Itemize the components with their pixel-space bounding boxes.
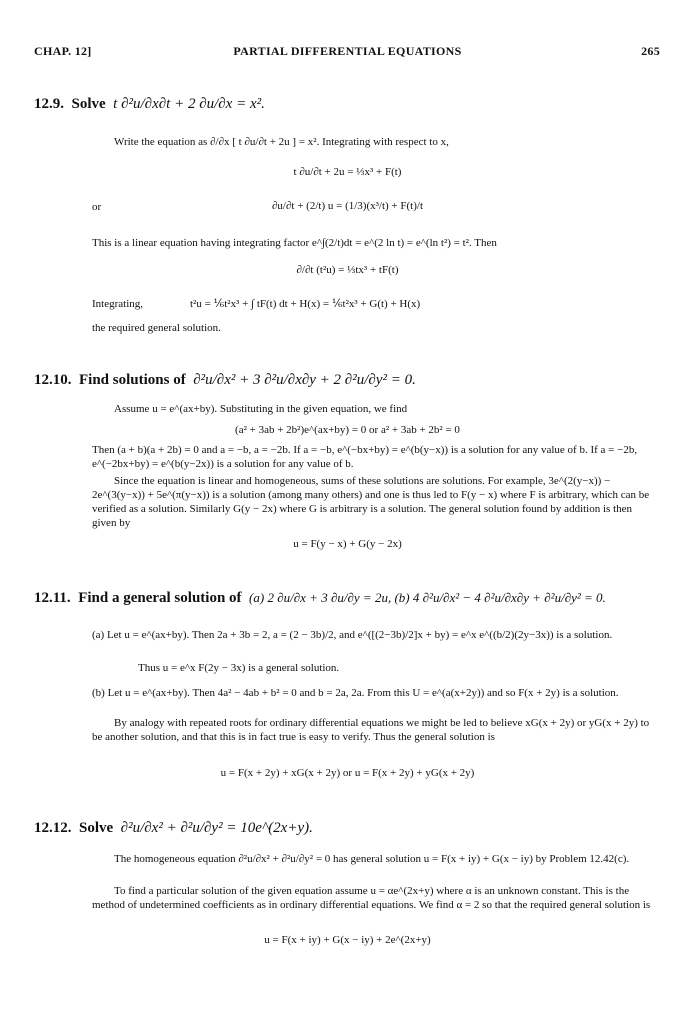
problem-number: 12.12.: [34, 820, 72, 836]
problem-number: 12.9.: [34, 96, 64, 112]
display-equation: ∂u/∂t + (2/t) u = (1/3)(x³/t) + F(t)/t: [271, 200, 423, 212]
display-equation: Thus u = e^x F(2y − 3x) is a general solution.: [138, 662, 340, 674]
problem-12-12-heading: [34, 820, 313, 837]
problem-statement: t ∂²u/∂x∂t + 2 ∂u/∂x = x².: [113, 96, 265, 112]
step: Then (a + b)(a + 2b) = 0 and a = −b, a = −2b. If a = −b, e^(−bx+by) = e^(b(y−x)) is a solution for any value of b. If a = −2b, e^(−2bx+by) = e^(b(y−2x)) is a solution for any value of b.: [92, 444, 638, 470]
problem-statement: ∂²u/∂x² + ∂²u/∂y² = 10e^(2x+y).: [120, 820, 313, 836]
step: Write the equation as ∂/∂x [ t ∂u/∂t + 2u ] = x². Integrating with respect to x,: [114, 136, 449, 148]
display-equation: t²u = ⅙t²x³ + ∫ tF(t) dt + H(x) = ⅙t²x³ + G(t) + H(x): [190, 298, 421, 310]
step-label: or: [92, 201, 102, 213]
problem-prompt: Solve: [79, 820, 114, 836]
step: The homogeneous equation ∂²u/∂x² + ∂²u/∂y² = 0 has general solution u = F(x + iy) + G(x − iy) by Problem 12.42(c).: [114, 853, 630, 865]
problem-12-11-heading: [34, 590, 606, 607]
chapter-label: CHAP. 12]: [34, 44, 92, 58]
step: (a) Let u = e^(ax+by). Then 2a + 3b = 2, a = (2 − 3b)/2, and e^([(2−3b)/2]x + by) = e^x e^((b/2)(2y−3x)) is a solution.: [92, 629, 613, 641]
problem-prompt: Solve: [71, 96, 106, 112]
display-equation: ∂/∂t (t²u) = ⅓tx³ + tF(t): [296, 264, 399, 276]
step: the required general solution.: [92, 322, 221, 334]
problem-prompt: Find a general solution of: [78, 590, 242, 606]
problem-12-9-heading: [34, 96, 265, 113]
step: Assume u = e^(ax+by). Substituting in the given equation, we find: [114, 403, 408, 415]
step: Since the equation is linear and homogeneous, sums of these solutions are solutions. For example, 3e^(2(y−x)) − 2e^(3(y−x)) + 5e^(π(y−x)) is a solution (among many others) and one is thus led to F(y − x) where F is arbitrary, which can be verified as a solution. Similarly G(y − 2x) where G is arbitrary is a solution. The general solution found by addition is then given by: [92, 475, 650, 529]
display-equation: (a² + 3ab + 2b²)e^(ax+by) = 0 or a² + 3ab + 2b² = 0: [235, 424, 460, 436]
problem-prompt: Find solutions of: [79, 372, 186, 388]
problem-statement: ∂²u/∂x² + 3 ∂²u/∂x∂y + 2 ∂²u/∂y² = 0.: [193, 372, 416, 388]
running-title: PARTIAL DIFFERENTIAL EQUATIONS: [233, 44, 462, 58]
display-equation: u = F(x + 2y) + xG(x + 2y) or u = F(x + 2y) + yG(x + 2y): [220, 767, 475, 779]
step-label: Integrating,: [92, 298, 144, 310]
problem-12-10-heading: [34, 372, 416, 389]
display-equation: t ∂u/∂t + 2u = ⅓x³ + F(t): [293, 166, 402, 178]
problem-number: 12.11.: [34, 590, 71, 606]
step: (b) Let u = e^(ax+by). Then 4a² − 4ab + b² = 0 and b = 2a, 2a. From this U = e^(a(x+2y)) and so F(x + 2y) is a solution.: [92, 687, 619, 699]
display-equation: u = F(x + iy) + G(x − iy) + 2e^(2x+y): [264, 934, 431, 946]
problem-number: 12.10.: [34, 372, 72, 388]
problem-statement: (a) 2 ∂u/∂x + 3 ∂u/∂y = 2u, (b) 4 ∂²u/∂x² − 4 ∂²u/∂x∂y + ∂²u/∂y² = 0.: [249, 590, 606, 605]
step: By analogy with repeated roots for ordinary differential equations we might be led to believe xG(x + 2y) or yG(x + 2y) to be another solution, and that this is in fact true is easy to verify. Thus the general solution is: [92, 717, 650, 743]
step: To find a particular solution of the given equation assume u = αe^(2x+y) where α is an unknown constant. This is the method of undetermined coefficients as in ordinary differential equations. We find α = 2 so that the required general solution is: [92, 885, 651, 911]
step: This is a linear equation having integrating factor e^∫(2/t)dt = e^(2 ln t) = e^(ln t²) = t². Then: [92, 237, 497, 249]
page-number: 265: [641, 44, 660, 58]
display-equation: u = F(y − x) + G(y − 2x): [293, 538, 402, 550]
